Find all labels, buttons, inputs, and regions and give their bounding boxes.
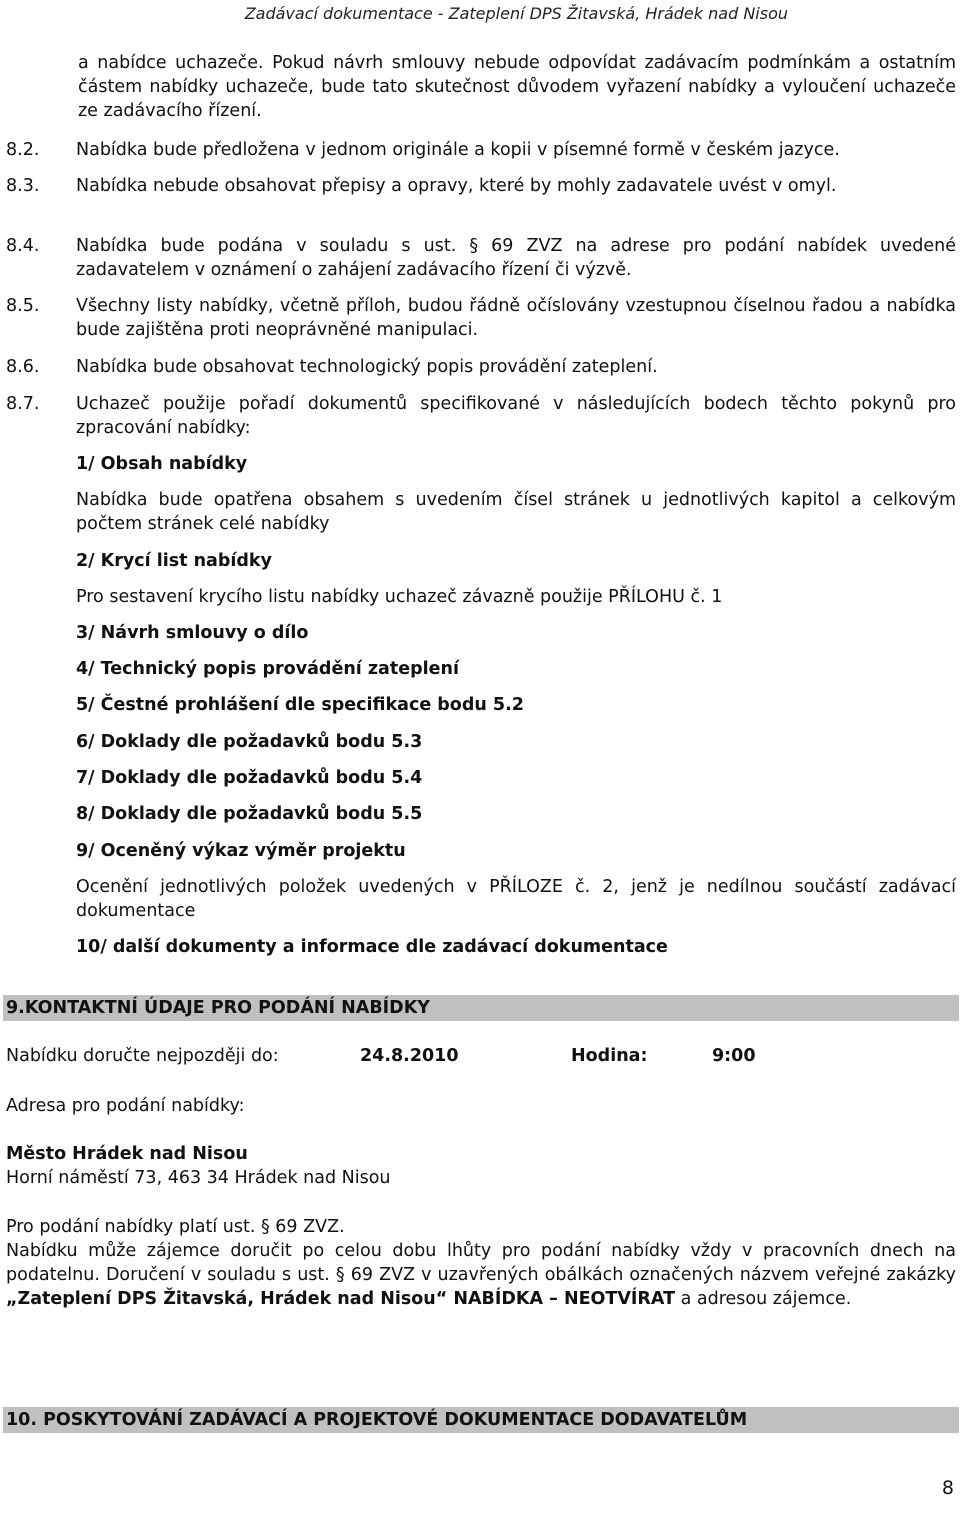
subitem-text: Pro sestavení krycího listu nabídky uchazeč závazně použije PŘÍLOHU č. 1 (76, 587, 723, 607)
subitem-title: 8/ Doklady dle požadavků bodu 5.5 (76, 804, 423, 824)
list-item (6, 174, 956, 198)
subitem-title: 6/ Doklady dle požadavků bodu 5.3 (76, 732, 423, 752)
item-text: Uchazeč použije pořadí dokumentů specifikované v následujících bodech těchto pokynů pro zpracování nabídky: (76, 394, 956, 438)
item-number: 8.4. (6, 236, 40, 256)
section-heading: 9.KONTAKTNÍ ÚDAJE PRO PODÁNÍ NABÍDKY (3, 995, 959, 1021)
time-label: Hodina: (571, 1046, 648, 1066)
rule-line: Pro podání nabídky platí ust. § 69 ZVZ. (6, 1217, 345, 1237)
list-item (6, 234, 956, 282)
subitem-title: 4/ Technický popis provádění zateplení (76, 659, 459, 679)
subitem-title: 7/ Doklady dle požadavků bodu 5.4 (76, 768, 423, 788)
delivery-paragraph (6, 1239, 956, 1311)
item-text: Nabídka bude předložena v jednom originále a kopii v písemné formě v českém jazyce. (76, 140, 840, 160)
item-number: 8.5. (6, 296, 40, 316)
item-number: 8.7. (6, 394, 40, 414)
subitem-title: 10/ další dokumenty a informace dle zadávací dokumentace (76, 937, 668, 957)
item-number: 8.6. (6, 357, 40, 377)
subitem-title: 9/ Oceněný výkaz výměr projektu (76, 841, 406, 861)
list-item (6, 355, 956, 379)
delivery-text-end: a adresou zájemce. (675, 1289, 852, 1309)
subitem-title: 3/ Návrh smlouvy o dílo (76, 623, 309, 643)
delivery-bold-text: „Zateplení DPS Žitavská, Hrádek nad Nisou“ NABÍDKA – NEOTVÍRAT (6, 1289, 676, 1309)
subitem-title: 5/ Čestné prohlášení dle specifikace bodu 5.2 (76, 695, 524, 715)
subitem-title: 1/ Obsah nabídky (76, 454, 248, 474)
list-item (6, 138, 956, 162)
subitem-text: Nabídka bude opatřena obsahem s uvedením čísel stránek u jednotlivých kapitol a celkovým počtem stránek celé nabídky (76, 490, 956, 534)
item-number: 8.3. (6, 176, 40, 196)
list-item (6, 392, 956, 440)
address-label: Adresa pro podání nabídky: (6, 1096, 245, 1116)
page-number: 8 (941, 1477, 954, 1499)
subitem-text: Ocenění jednotlivých položek uvedených v PŘÍLOZE č. 2, jenž je nedílnou součástí zadávací dokumentace (76, 877, 956, 921)
page-header: Zadávací dokumentace - Zateplení DPS Žitavská, Hrádek nad Nisou (244, 4, 788, 23)
address-street: Horní náměstí 73, 463 34 Hrádek nad Nisou (6, 1168, 391, 1188)
item-text: Všechny listy nabídky, včetně příloh, budou řádně očíslovány vzestupnou číselnou řadou a nabídka bude zajištěna proti neoprávněné manipulaci. (76, 296, 956, 340)
item-text: Nabídka nebude obsahovat přepisy a opravy, které by mohly zadavatele uvést v omyl. (76, 176, 837, 196)
time-value: 9:00 (712, 1046, 756, 1066)
delivery-text: Nabídku může zájemce doručit po celou dobu lhůty pro podání nabídky vždy v pracovních dnech na podatelnu. Doručení v souladu s ust. § 69 ZVZ v uzavřených obálkách označených názvem veřejné zakázky (6, 1241, 956, 1285)
intro-paragraph: a nabídce uchazeče. Pokud návrh smlouvy nebude odpovídat zadávacím podmínkám a ostatním částem nabídky uchazeče, bude tato skutečnost důvodem vyřazení nabídky a vyloučení uchazeče ze zadávacího řízení. (78, 53, 956, 121)
list-item (6, 294, 956, 342)
deadline-date: 24.8.2010 (360, 1046, 459, 1066)
item-text: Nabídka bude obsahovat technologický popis provádění zateplení. (76, 357, 658, 377)
item-text: Nabídka bude podána v souladu s ust. § 69 ZVZ na adrese pro podání nabídek uvedené zadavatelem v oznámení o zahájení zadávacího řízení či výzvě. (76, 236, 956, 280)
subitem-title: 2/ Krycí list nabídky (76, 551, 272, 571)
deadline-row (6, 1044, 956, 1068)
section-heading: 10. POSKYTOVÁNÍ ZADÁVACÍ A PROJEKTOVÉ DOKUMENTACE DODAVATELŮM (3, 1407, 959, 1433)
address-name: Město Hrádek nad Nisou (6, 1144, 248, 1164)
deadline-label: Nabídku doručte nejpozději do: (6, 1046, 279, 1066)
item-number: 8.2. (6, 140, 40, 160)
